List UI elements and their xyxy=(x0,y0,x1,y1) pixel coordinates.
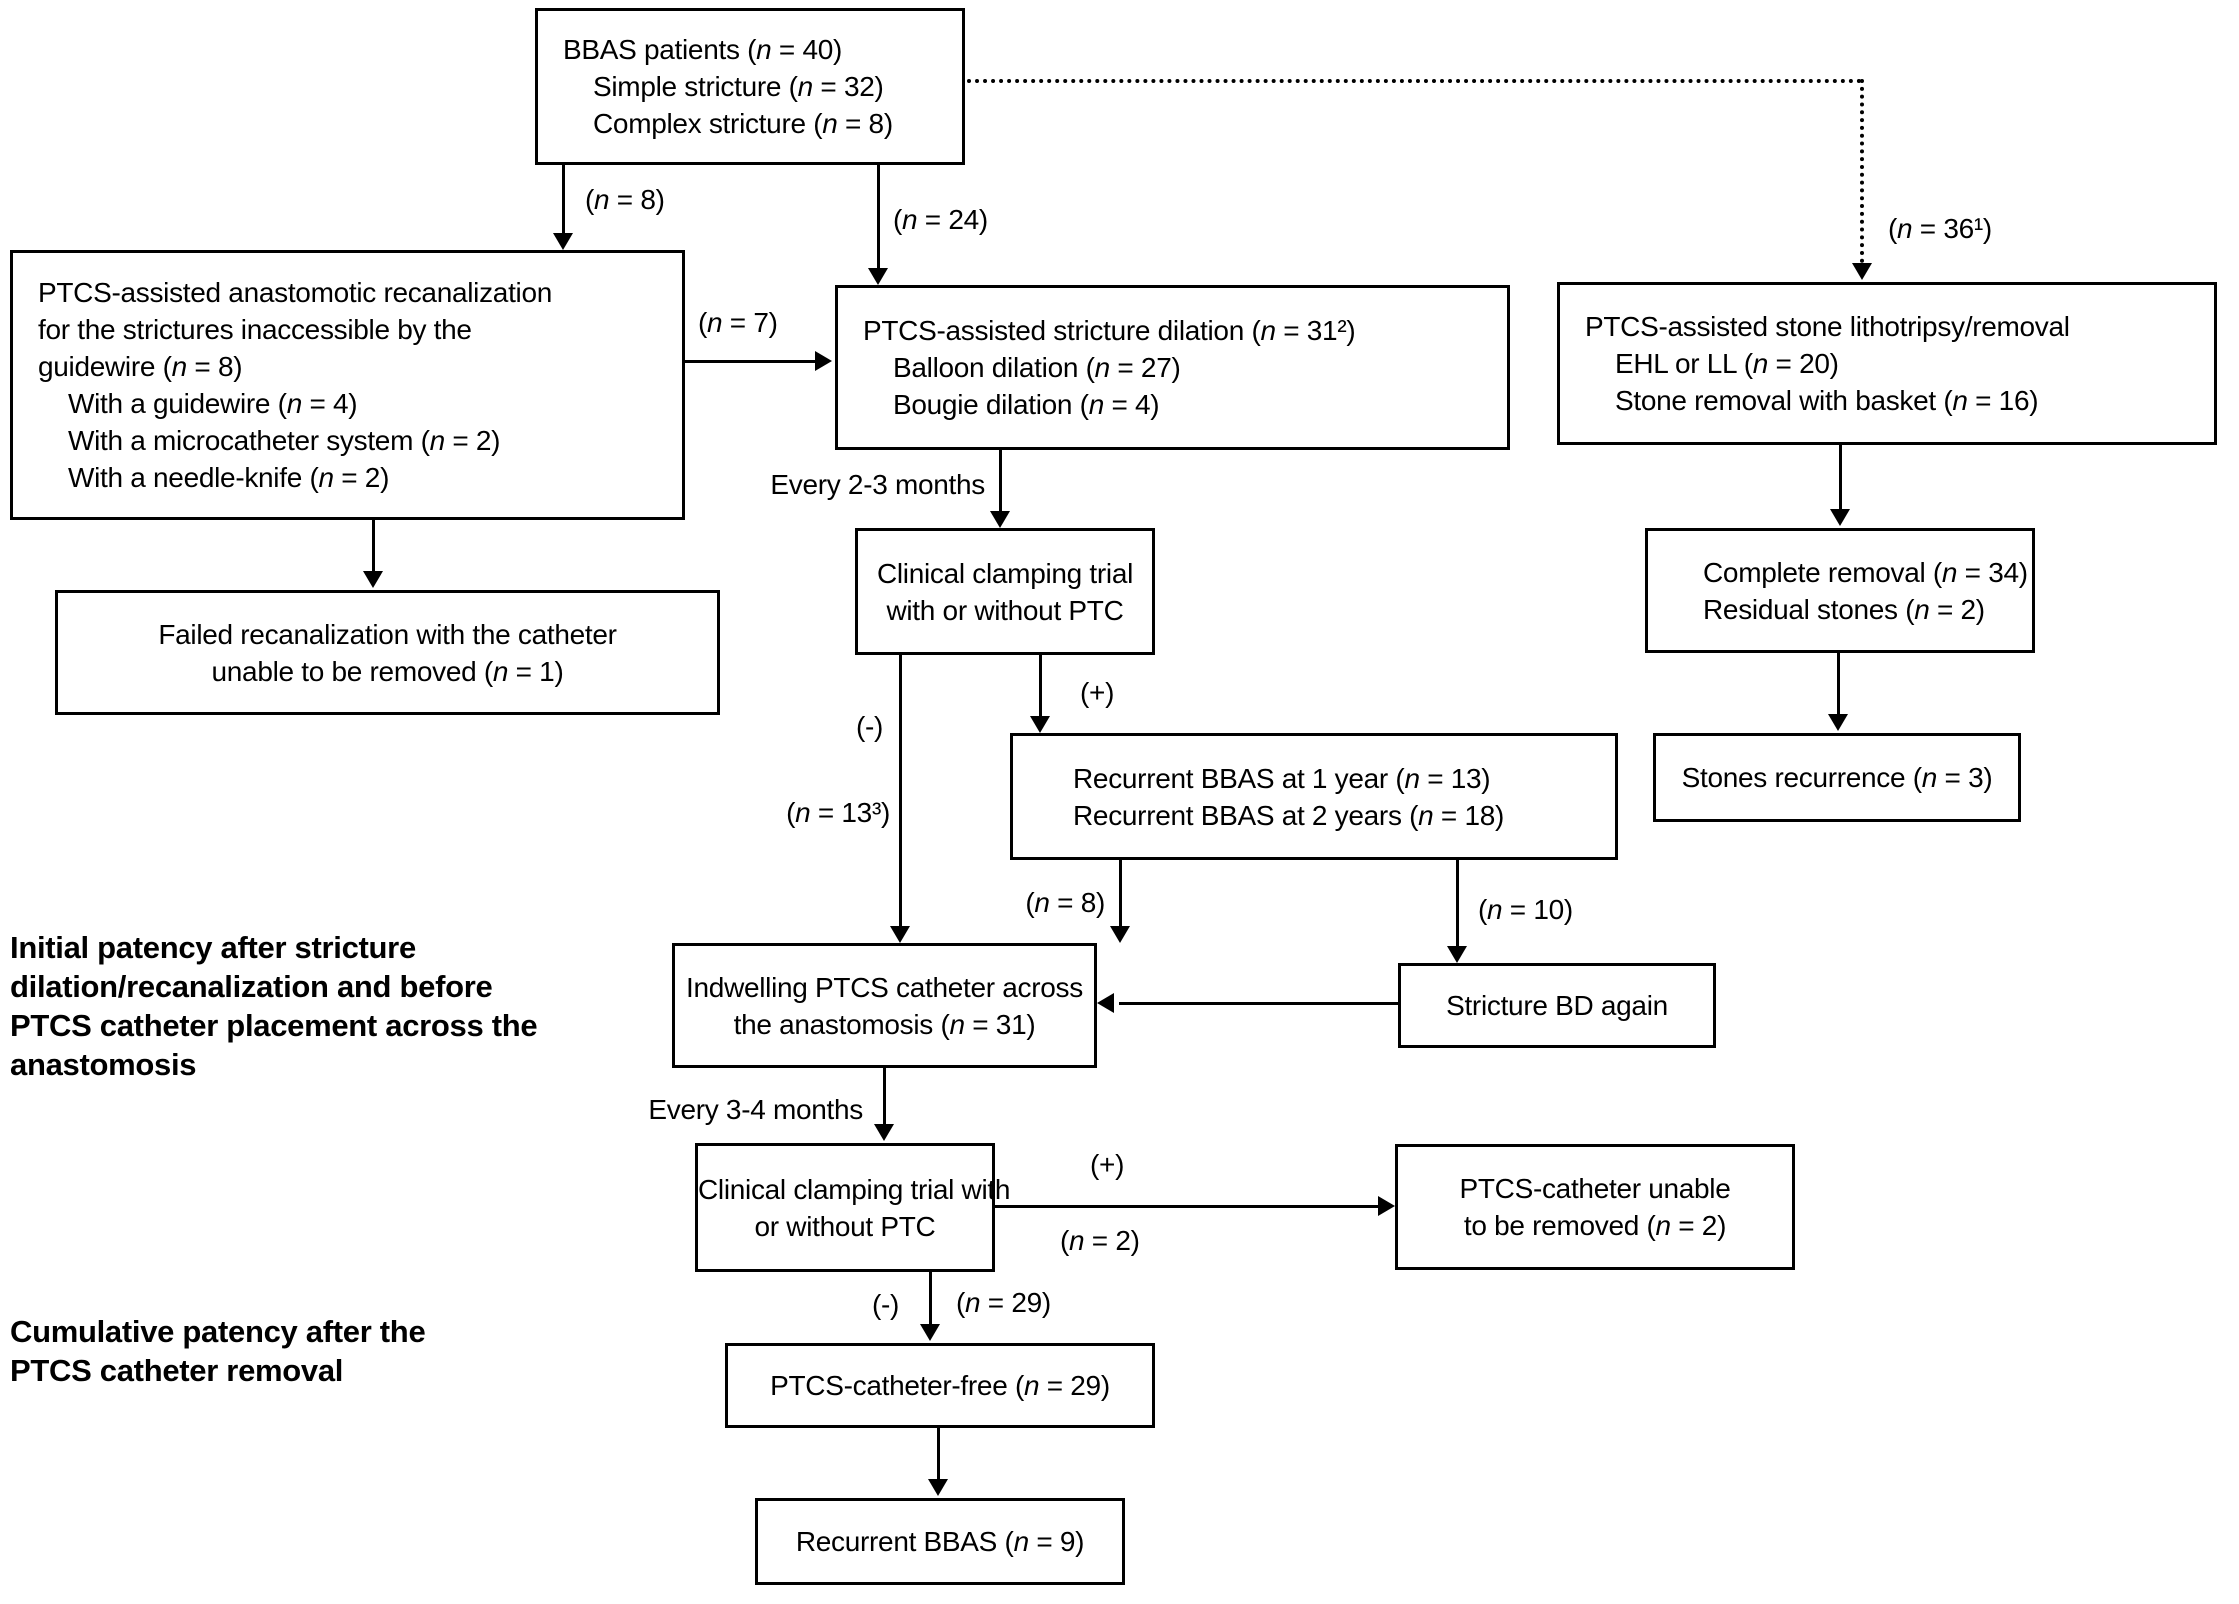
box-stricture-dilation xyxy=(835,285,1510,450)
arrow-clamp2-negative-to-free xyxy=(929,1272,932,1326)
edge-label-n8-mid: (n = 8) xyxy=(1025,887,1105,918)
box-text-line: Bougie dilation (n = 4) xyxy=(893,389,1160,420)
box-text-line: unable to be removed (n = 1) xyxy=(211,655,564,687)
box-catheter-free xyxy=(725,1343,1155,1428)
edge-label-every-3-4-months: Every 3-4 months xyxy=(648,1094,863,1125)
box-clamping-trial-1 xyxy=(855,528,1155,655)
arrowhead-down-icon xyxy=(1030,716,1050,733)
edge-label-minus-2: (-) xyxy=(872,1289,900,1320)
side-label-line: PTCS catheter removal xyxy=(10,1353,344,1388)
arrowhead-down-icon xyxy=(1852,263,1872,280)
arrowhead-down-icon xyxy=(1110,926,1130,943)
box-stone-lithotripsy xyxy=(1557,282,2217,445)
edge-label-every-2-3-months: Every 2-3 months xyxy=(770,469,985,500)
box-text-line: PTCS-catheter-free (n = 29) xyxy=(770,1370,1110,1401)
edge-label-n24: (n = 24) xyxy=(893,204,988,235)
box-failed-recanalization xyxy=(55,590,720,715)
box-complete-removal xyxy=(1645,528,2035,653)
box-text-line: Recurrent BBAS at 1 year (n = 13) xyxy=(1073,762,1491,794)
side-label-cumulative-patency xyxy=(10,1312,425,1390)
box-text-line: Complex stricture (n = 8) xyxy=(593,108,893,139)
box-text-line: PTCS-catheter unable xyxy=(1459,1173,1731,1204)
edge-label-n36: (n = 36¹) xyxy=(1888,213,1992,244)
box-text-line: Stricture BD again xyxy=(1446,990,1668,1021)
box-anastomotic-recanalization xyxy=(10,250,685,520)
arrow-clamp2-positive-to-unable xyxy=(995,1205,1380,1208)
box-text-line: guidewire (n = 8) xyxy=(38,351,243,382)
arrowhead-right-icon xyxy=(815,351,832,371)
edge-label-plus-2: (+) xyxy=(1090,1149,1125,1180)
arrow-bbas-to-recanal xyxy=(562,165,565,243)
box-text-line: Recurrent BBAS at 2 years (n = 18) xyxy=(1073,799,1505,831)
side-label-line: Cumulative patency after the xyxy=(10,1314,426,1349)
arrow-dilation-to-clamp1 xyxy=(999,450,1002,512)
arrowhead-down-icon xyxy=(928,1479,948,1496)
edge-label-minus-1: (-) xyxy=(856,711,884,742)
arrowhead-down-icon xyxy=(890,926,910,943)
edge-label-plus-1: (+) xyxy=(1080,677,1115,708)
box-text-line: Recurrent BBAS (n = 9) xyxy=(795,1526,1085,1557)
box-bbas-patients xyxy=(535,8,965,165)
edge-label-n7: (n = 7) xyxy=(698,307,778,338)
side-label-line: anastomosis xyxy=(10,1047,197,1082)
arrowhead-down-icon xyxy=(874,1124,894,1141)
box-text-line: EHL or LL (n = 20) xyxy=(1615,348,1839,379)
edge-label-n8-top: (n = 8) xyxy=(585,184,665,215)
arrowhead-down-icon xyxy=(990,511,1010,528)
box-text-line: PTCS-assisted stone lithotripsy/removal xyxy=(1585,311,2070,342)
edge-label-n2: (n = 2) xyxy=(1060,1225,1140,1256)
arrowhead-down-icon xyxy=(1828,714,1848,731)
box-text-line: Complete removal (n = 34) xyxy=(1703,556,2028,588)
arrow-recanal-to-failed xyxy=(372,520,375,571)
box-text-line: Residual stones (n = 2) xyxy=(1703,593,1985,625)
side-label-line: dilation/recanalization and before xyxy=(10,969,493,1004)
box-text-line: Failed recanalization with the catheter xyxy=(158,618,617,650)
box-text-line: Clinical clamping trial with xyxy=(698,1173,1011,1205)
box-text-line: Simple stricture (n = 32) xyxy=(593,71,884,102)
arrow-indwelling-to-clamp2 xyxy=(883,1068,886,1126)
box-catheter-unable-removed xyxy=(1395,1144,1795,1270)
box-text-line: With a guidewire (n = 4) xyxy=(68,388,358,419)
dotted-line-bbas-to-stone-vertical xyxy=(1860,79,1864,263)
side-label-line: PTCS catheter placement across the xyxy=(10,1008,538,1043)
arrowhead-down-icon xyxy=(1447,946,1467,963)
edge-label-n10: (n = 10) xyxy=(1478,894,1573,925)
arrow-stone-to-complete xyxy=(1839,445,1842,511)
box-indwelling-catheter xyxy=(672,943,1097,1068)
arrowhead-down-icon xyxy=(1830,509,1850,526)
arrow-recanal-to-dilation xyxy=(685,360,815,363)
arrow-free-to-recurrent-bbas xyxy=(937,1428,940,1481)
arrow-complete-to-stones-recurrence xyxy=(1837,653,1840,716)
arrow-clamp1-positive-to-recurrent xyxy=(1039,655,1042,716)
box-recurrent-bbas-final xyxy=(755,1498,1125,1585)
box-text-line: the anastomosis (n = 31) xyxy=(733,1008,1036,1040)
arrow-recurrent-to-indwelling xyxy=(1119,860,1122,926)
arrow-recurrent-to-stricture-bd xyxy=(1456,860,1459,946)
box-clamping-trial-2 xyxy=(695,1143,1011,1272)
arrowhead-left-icon xyxy=(1097,993,1114,1013)
side-label-line: Initial patency after stricture xyxy=(10,930,416,965)
box-text-line: Balloon dilation (n = 27) xyxy=(893,352,1181,383)
dotted-line-bbas-to-stone xyxy=(967,79,1862,83)
box-text-line: to be removed (n = 2) xyxy=(1463,1210,1727,1241)
box-text-line: With a microcatheter system (n = 2) xyxy=(68,425,501,456)
box-text-line: Indwelling PTCS catheter across xyxy=(686,971,1083,1003)
edge-label-n13: (n = 13³) xyxy=(786,797,890,828)
arrow-clamp1-negative-to-indwelling xyxy=(899,655,902,926)
box-text-line: Stone removal with basket (n = 16) xyxy=(1615,385,2039,416)
arrow-stricture-bd-to-indwelling xyxy=(1119,1002,1398,1005)
box-text-line: BBAS patients (n = 40) xyxy=(563,34,843,65)
box-text-line: or without PTC xyxy=(754,1210,936,1242)
box-text-line: Stones recurrence (n = 3) xyxy=(1681,762,1993,793)
box-text-line: PTCS-assisted stricture dilation (n = 31²) xyxy=(863,315,1356,346)
arrowhead-down-icon xyxy=(553,233,573,250)
arrowhead-down-icon xyxy=(868,268,888,285)
box-text-line: With a needle-knife (n = 2) xyxy=(68,462,390,493)
box-stones-recurrence xyxy=(1653,733,2021,822)
box-text-line: for the strictures inaccessible by the xyxy=(38,314,472,345)
arrowhead-right-icon xyxy=(1378,1196,1395,1216)
box-text-line: with or without PTC xyxy=(886,594,1124,626)
arrowhead-down-icon xyxy=(363,571,383,588)
box-stricture-bd-again xyxy=(1398,963,1716,1048)
side-label-initial-patency xyxy=(10,928,537,1084)
arrow-bbas-to-dilation xyxy=(877,165,880,268)
box-recurrent-bbas-1-2-years xyxy=(1010,733,1618,860)
arrowhead-down-icon xyxy=(920,1324,940,1341)
box-text-line: Clinical clamping trial xyxy=(876,557,1134,589)
box-text-line: PTCS-assisted anastomotic recanalization xyxy=(38,277,553,308)
edge-label-n29: (n = 29) xyxy=(956,1287,1051,1318)
